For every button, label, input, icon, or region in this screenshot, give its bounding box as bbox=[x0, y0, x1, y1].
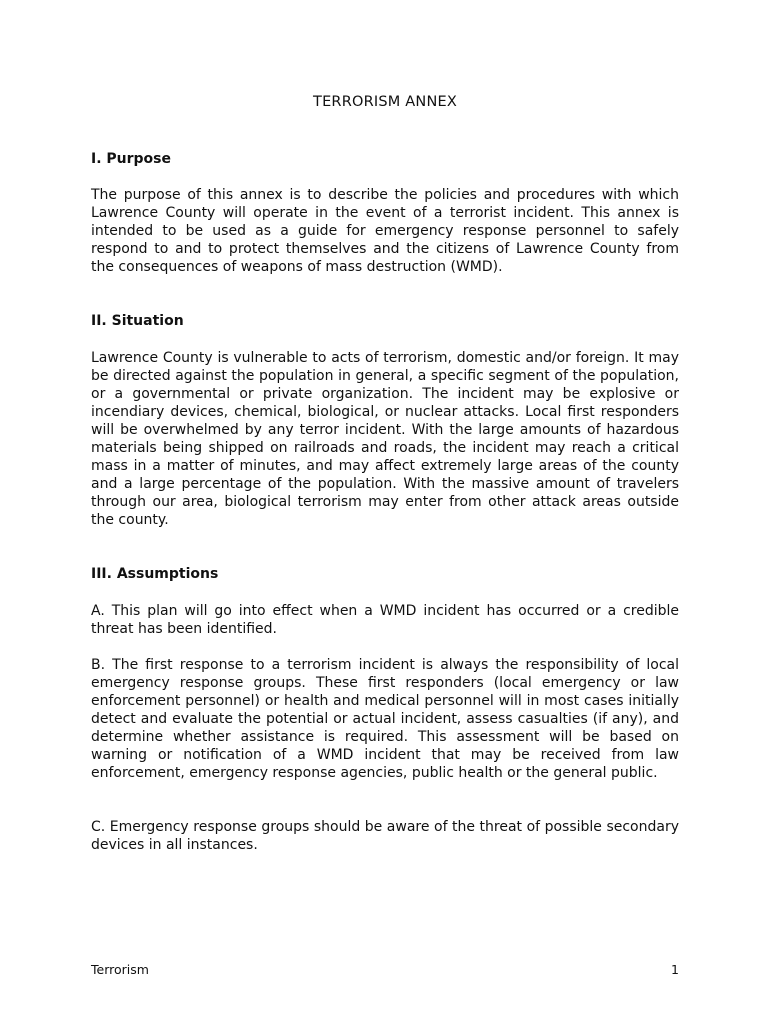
paragraph-text: A. This plan will go into effect when a WMD incident has occurred or a credible threat has been identified. bbox=[91, 603, 679, 637]
section-heading: II. Situation bbox=[91, 313, 184, 329]
section-heading: I. Purpose bbox=[91, 151, 172, 167]
assumption-b-paragraph bbox=[91, 656, 679, 782]
assumptions-heading bbox=[91, 566, 679, 582]
page-number: 1 bbox=[671, 962, 679, 977]
footer-title: Terrorism bbox=[91, 962, 149, 977]
situation-paragraph bbox=[91, 349, 679, 529]
document-title: TERRORISM ANNEX bbox=[313, 94, 457, 110]
section-heading: III. Assumptions bbox=[91, 566, 219, 582]
paragraph-text: B. The first response to a terrorism incident is always the responsibility of local emergency response groups. These first responders (local emergency or law enforcement personnel) or health and medical personnel will in most cases initially detect and evaluate the potential or actual incident, assess casualties (if any), and determine whether assistance is required. This assessment will be based on warning or notification of a WMD incident that may be received from law enforcement, emergency response agencies, public health or the general public. bbox=[91, 657, 679, 781]
purpose-paragraph bbox=[91, 186, 679, 276]
purpose-heading bbox=[91, 151, 679, 167]
assumption-c-paragraph bbox=[91, 818, 679, 854]
situation-heading bbox=[91, 313, 679, 329]
paragraph-text: C. Emergency response groups should be aware of the threat of possible secondary devices in all instances. bbox=[91, 819, 679, 853]
assumption-a-paragraph bbox=[91, 602, 679, 638]
paragraph-text: The purpose of this annex is to describe the policies and procedures with which Lawrence County will operate in the event of a terrorist incident. This annex is intended to be used as a guide for emergency response personnel to safely respond to and to protect themselves and the citizens of Lawrence County from the consequences of weapons of mass destruction (WMD). bbox=[91, 187, 679, 275]
paragraph-text: Lawrence County is vulnerable to acts of terrorism, domestic and/or foreign. It may be directed against the population in general, a specific segment of the population, or a governmental or private organization. The incident may be explosive or incendiary devices, chemical, biological, or nuclear attacks. Local first responders will be overwhelmed by any terror incident. With the large amounts of hazardous materials being shipped on railroads and roads, the incident may reach a critical mass in a matter of minutes, and may affect extremely large areas of the county and a large percentage of the population. With the massive amount of travelers through our area, biological terrorism may enter from other attack areas outside the county. bbox=[91, 350, 679, 528]
